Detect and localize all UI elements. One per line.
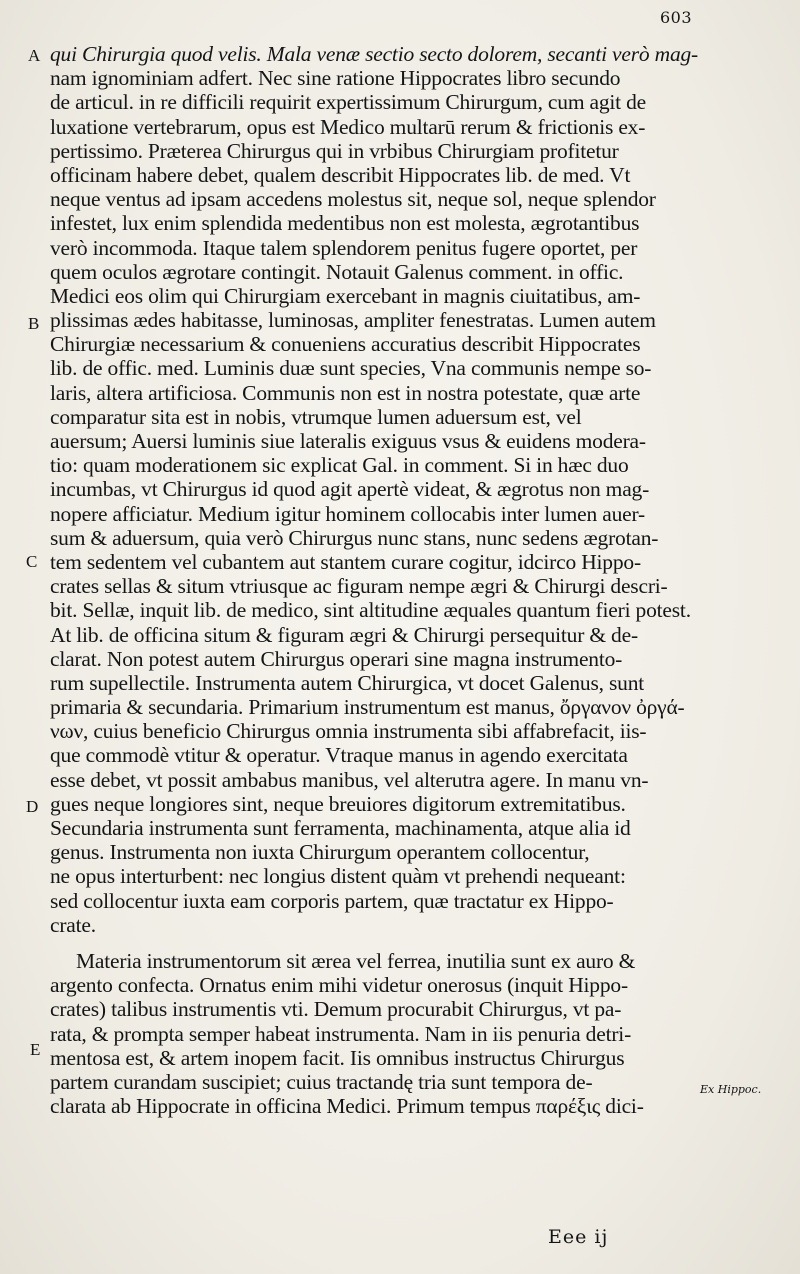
- text-line: νων, cuius beneficio Chirurgus omnia instrumenta sibi affabrefacit, iis-: [50, 719, 647, 744]
- margin-letter-c: C: [26, 552, 38, 571]
- text-line: Medici eos olim qui Chirurgiam exercebant in magnis ciuitatibus, am-: [50, 283, 641, 308]
- text-line: crates) talibus instrumentis vti. Demum procurabit Chirurgus, vt pa-: [50, 997, 622, 1022]
- text-line: tio: quam moderationem sic explicat Gal. in comment. Si in hæc duo: [50, 453, 629, 478]
- text-line: laris, altera artificiosa. Communis non est in nostra potestate, quæ arte: [50, 380, 641, 405]
- paragraph-gap: [50, 937, 690, 949]
- signature-mark: Eee ij: [548, 1226, 609, 1248]
- text-line: que commodè vtitur & operatur. Vtraque manus in agendo exercitata: [50, 743, 628, 768]
- margin-letter-e: E: [30, 1040, 41, 1059]
- text-line: At lib. de officina situm & figuram ægri & Chirurgi persequitur & de-: [50, 622, 638, 647]
- text-line: partem curandam suscipiet; cuius tractandę tria sunt tempora de-: [50, 1069, 593, 1094]
- margin-letter-a: A: [28, 46, 41, 65]
- text-line: rata, & prompta semper habeat instrumenta. Nam in iis penuria detri-: [50, 1021, 632, 1046]
- margin-letter-b: B: [28, 314, 40, 333]
- text-line: comparatur sita est in nobis, vtrumque lumen aduersum est, vel: [50, 404, 582, 429]
- text-line: nam ignominiam adfert. Nec sine ratione Hippocrates libro secundo: [50, 66, 621, 91]
- text-line: crates sellas & situm vtriusque ac figuram nempe ægri & Chirurgi descri-: [50, 574, 668, 599]
- text-line: mentosa est, & artem inopem facit. Iis omnibus instructus Chirurgus: [50, 1045, 625, 1070]
- body-text: [50, 42, 699, 1119]
- text-line: nopere afficiatur. Medium igitur hominem collocabis inter lumen auer-: [50, 501, 645, 526]
- text-line: lib. de offic. med. Luminis duæ sunt species, Vna communis nempe so-: [50, 356, 652, 381]
- text-line: Materia instrumentorum sit ærea vel ferrea, inutilia sunt ex auro &: [76, 948, 636, 973]
- text-line: clarata ab Hippocrate in officina Medici. Primum tempus παρέξις dici-: [50, 1094, 644, 1119]
- text-line: Chirurgiæ necessarium & conueniens accuratius describit Hippocrates: [50, 332, 641, 357]
- text-line: argento confecta. Ornatus enim mihi videtur onerosus (inquit Hippo-: [50, 973, 628, 998]
- text-line: bit. Sellæ, inquit lib. de medico, sint altitudine æquales quantum fieri potest.: [50, 598, 691, 623]
- text-line: de articul. in re difficili requirit expertissimum Chirurgum, cum agit de: [50, 90, 647, 115]
- text-line: gues neque longiores sint, neque breuiores digitorum extremitatibus.: [50, 791, 626, 816]
- margin-note: Ex Hippoc.: [700, 1083, 762, 1096]
- text-line: crate.: [50, 912, 96, 937]
- text-line: rum supellectile. Instrumenta autem Chirurgica, vt docet Galenus, sunt: [50, 670, 645, 695]
- text-line: incumbas, vt Chirurgus id quod agit apertè videat, & ægrotus non mag-: [50, 477, 650, 502]
- text-line: sed collocentur iuxta eam corporis partem, quæ tractatur ex Hippo-: [50, 888, 614, 913]
- text-line: primaria & secundaria. Primarium instrumentum est manus, ὄργανον ὀργά-: [50, 695, 685, 720]
- text-line: neque ventus ad ipsam accedens molestus sit, neque sol, neque splendor: [50, 187, 656, 212]
- text-line: Secundaria instrumenta sunt ferramenta, machinamenta, atque alia id: [50, 816, 631, 840]
- text-line: pertissimo. Præterea Chirurgus qui in vrbibus Chirurgiam profitetur: [50, 138, 619, 163]
- text-line: verò incommoda. Itaque talem splendorem penitus fugere oportet, per: [50, 235, 638, 260]
- text-line: genus. Instrumenta non iuxta Chirurgum operantem collocentur,: [50, 840, 590, 865]
- text-line: auersum; Auersi luminis siue lateralis exiguus vsus & euidens modera-: [50, 429, 646, 453]
- text-line: officinam habere debet, qualem describit Hippocrates lib. de med. Vt: [50, 162, 631, 187]
- margin-letter-d: D: [26, 797, 39, 816]
- text-line: sum & aduersum, quia verò Chirurgus nunc stans, nunc sedens ægrotan-: [50, 525, 659, 550]
- text-line: esse debet, vt possit ambabus manibus, vel alterutra agere. In manu vn-: [50, 767, 649, 792]
- page-number: 603: [659, 8, 692, 27]
- text-line: tem sedentem vel cubantem aut stantem curare cogitur, idcirco Hippo-: [50, 549, 641, 574]
- text-line: quem oculos ægrotare contingit. Notauit Galenus comment. in offic.: [50, 259, 624, 284]
- text-line: luxatione vertebrarum, opus est Medico multarū rerum & frictionis ex-: [50, 114, 646, 139]
- text-line: infestet, lux enim splendida medentibus non est molesta, ægrotantibus: [50, 211, 640, 236]
- text-line: clarat. Non potest autem Chirurgus operari sine magna instrumento-: [50, 646, 623, 671]
- text-line: plissimas ædes habitasse, luminosas, ampliter fenestratas. Lumen autem: [50, 308, 656, 333]
- text-line: qui Chirurgia quod velis. Mala venæ sectio secto dolorem, secanti verò mag-: [50, 42, 699, 66]
- text-line: ne opus interturbent: nec longius distent quàm vt prehendi nequeant:: [50, 864, 626, 889]
